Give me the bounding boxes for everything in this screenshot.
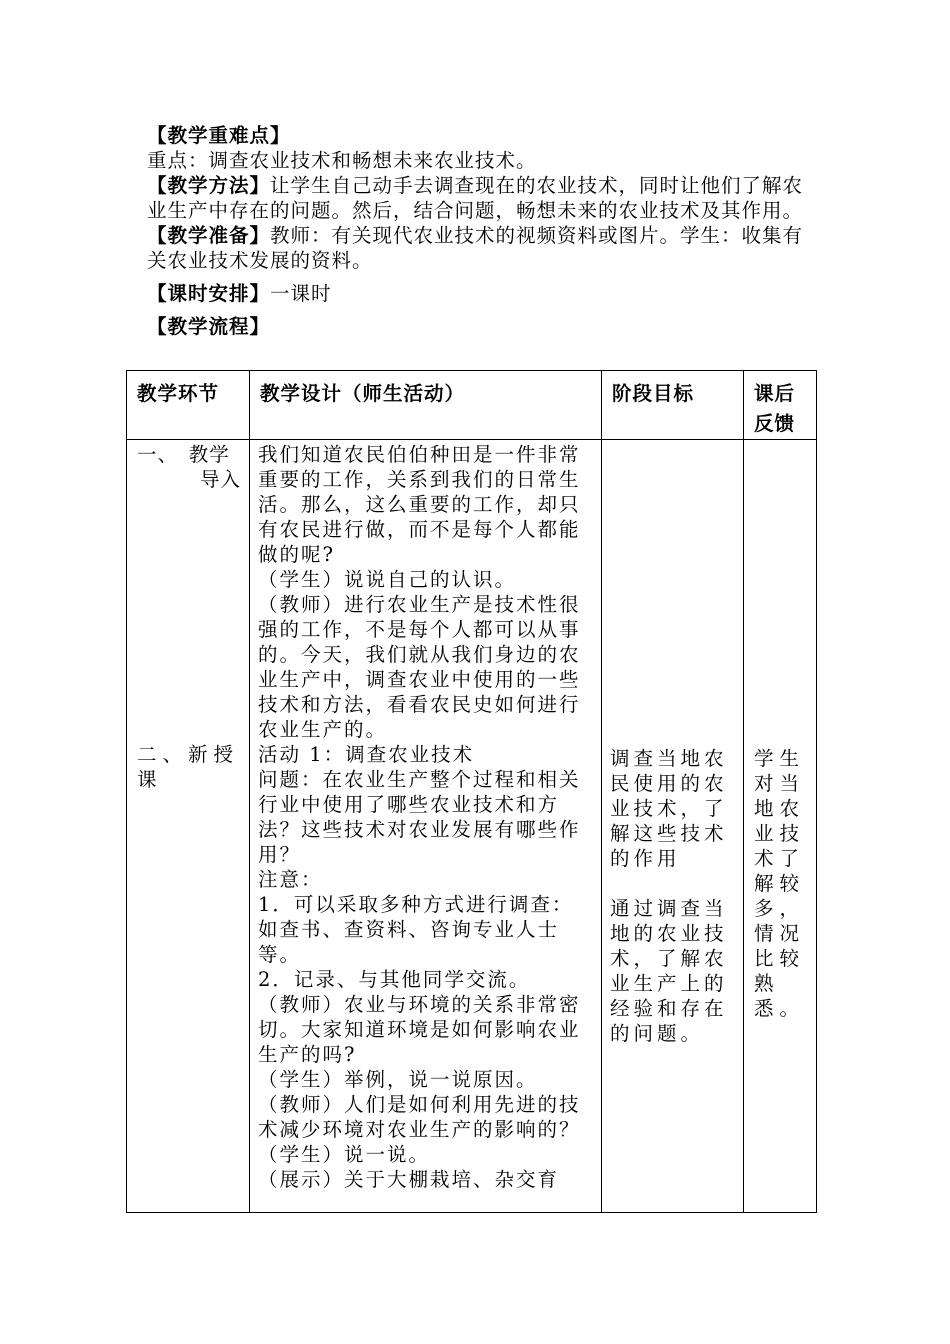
design-paragraph: 我们知道农民伯伯种田是一件非常重要的工作，关系到我们的日常生活。那么，这么重要的工作，却只有农民进行做，而不是每个人都能做的呢?: [258, 443, 581, 566]
design-paragraph: （学生）说说自己的认识。: [258, 568, 517, 591]
stage-1-label-cont: 导入: [199, 468, 241, 491]
design-paragraph: （学生）举例，说一说原因。: [258, 1068, 538, 1091]
stage-1-label: 一、 教学: [137, 443, 230, 466]
lesson-flow-table: [126, 370, 817, 1213]
design-paragraph: （展示）关于大棚栽培、杂交育: [258, 1168, 560, 1191]
design-paragraph: （教师）农业与环境的关系非常密切。大家知道环境是如何影响农业生产的吗?: [258, 993, 581, 1066]
design-paragraph: 1．可以采取多种方式进行调查：如查书、查资料、咨询专业人士等。: [258, 893, 574, 966]
header-stage: 教学环节: [127, 371, 250, 440]
stage-2-label: 二、新授课: [137, 743, 240, 791]
design-cell: [250, 440, 602, 1213]
flow-title: 【教学流程】: [147, 315, 271, 338]
feedback-text: 学生对当地农业技术了解较多，情况比较熟悉。: [754, 747, 806, 1020]
header-design: 教学设计（师生活动）: [250, 371, 602, 440]
design-paragraph: （教师）人们是如何利用先进的技术减少环境对农业生产的影响的？: [258, 1093, 581, 1141]
design-paragraph: （教师）进行农业生产是技术性很强的工作，不是每个人都可以从事的。今天，我们就从我们身边的农业生产中，调查农业中使用的一些技术和方法，看看农民史如何进行农业生产的。: [258, 593, 581, 741]
prep-title: 【教学准备】: [147, 224, 271, 247]
header-feedback: 课后反馈: [744, 371, 817, 440]
prep-text: 教师：有关现代农业技术的视频资料或图片。学生：收集有关农业技术发展的资料。: [147, 224, 804, 272]
feedback-cell: [744, 440, 817, 1213]
design-paragraph: 问题：在农业生产整个过程和相关行业中使用了哪些农业技术和方法？这些技术对农业发展有哪些作用？: [258, 768, 581, 866]
design-paragraph: 活动 1：调查农业技术: [258, 743, 475, 766]
goal-cell: [602, 440, 744, 1213]
method-text: 让学生自己动手去调查现在的农业技术，同时让他们了解农业生产中存在的问题。然后，结合问题，畅想未来的农业技术及其作用。: [147, 174, 804, 222]
design-paragraph: 注意：: [258, 868, 323, 891]
schedule-text: 一课时: [270, 282, 332, 305]
table-row: [127, 440, 817, 1213]
goal-2: 通过调查当地的农业技术，了解农业生产上的经验和存在的问题。: [610, 897, 728, 1045]
goal-1: 调查当地农民使用的农业技术，了解这些技术的作用: [610, 747, 728, 870]
stage-cell: [127, 440, 250, 1213]
design-paragraph: 2．记录、与其他同学交流。: [258, 968, 531, 991]
method-title: 【教学方法】: [147, 174, 271, 197]
schedule-title: 【课时安排】: [147, 282, 271, 305]
intro-section: [147, 123, 807, 339]
table-header-row: [127, 371, 817, 440]
difficulty-text: 重点：调查农业技术和畅想未来农业技术。: [147, 149, 537, 172]
difficulty-title: 【教学重难点】: [147, 124, 291, 147]
header-goal: 阶段目标: [602, 371, 744, 440]
design-paragraph: （学生）说一说。: [258, 1143, 431, 1166]
